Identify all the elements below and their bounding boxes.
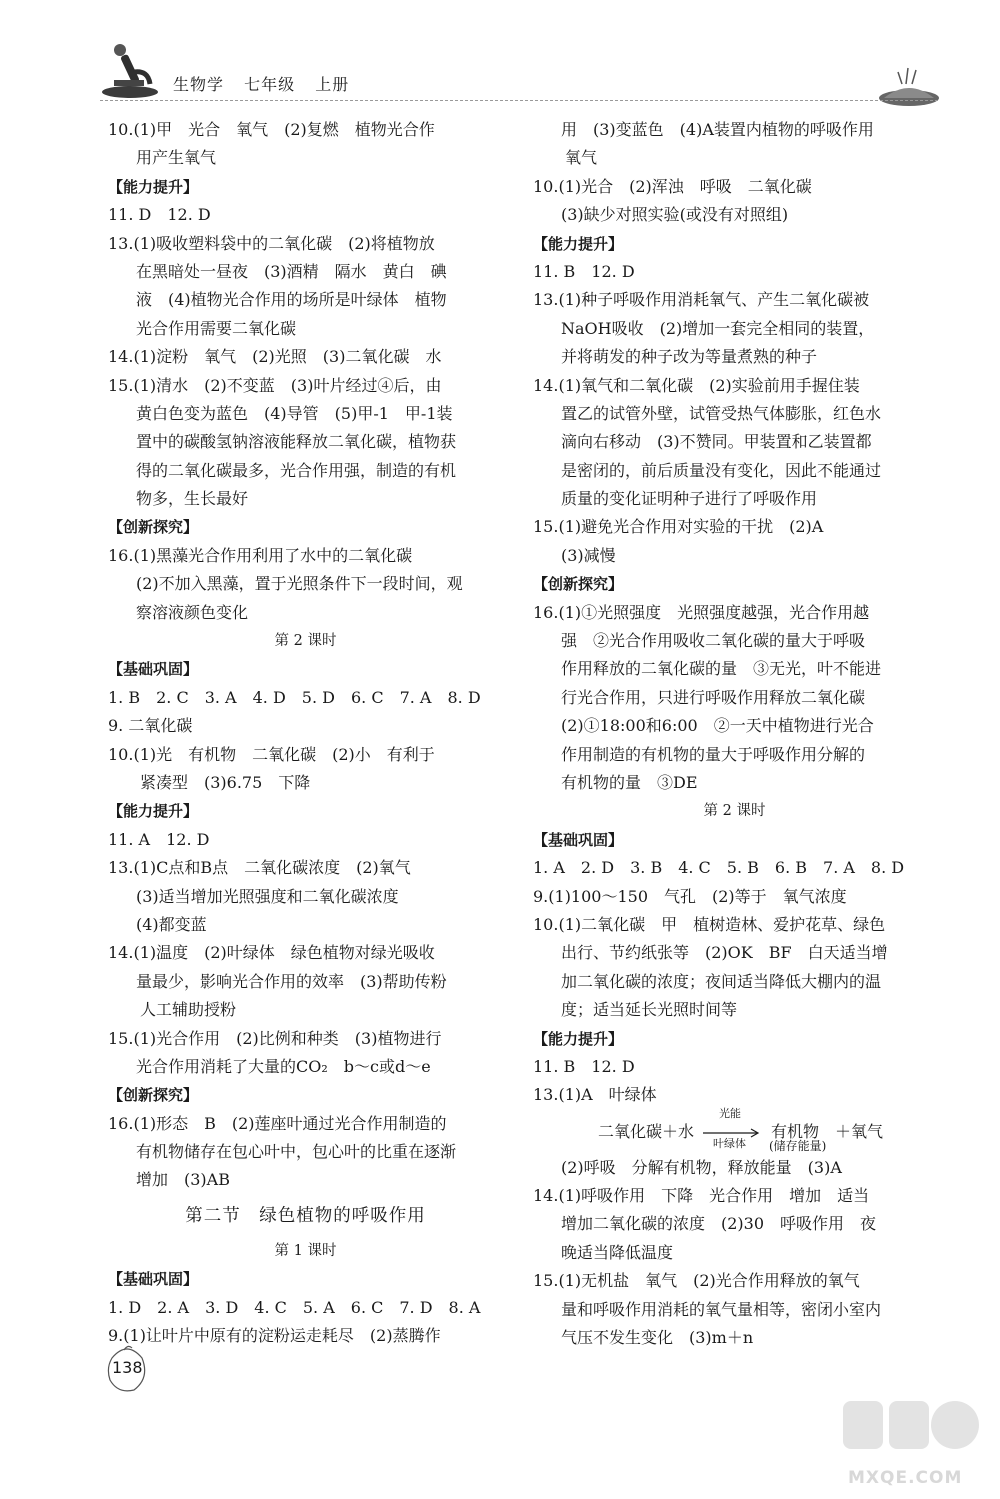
answer-line: 11. D 12. D <box>108 205 211 225</box>
equation-products-note: (储存能量) <box>769 1138 827 1153</box>
answer-line: 行光合作用，只进行呼吸作用释放二氧化碳 <box>561 687 866 707</box>
answer-line: 16.(1)①光照强度 光照强度越强，光合作用越 <box>533 602 870 622</box>
answer-line: 13.(1)吸收塑料袋中的二氧化碳 (2)将植物放 <box>108 233 435 253</box>
answer-line: 置乙的试管外壁，试管受热气体膨胀，红色水 <box>561 403 882 423</box>
answer-line: 15.(1)避免光合作用对实验的干扰 (2)A <box>533 517 824 537</box>
answer-line: 有机物的量 ③DE <box>561 772 698 792</box>
answer-line: 11. A 12. D <box>108 829 210 849</box>
section-heading: 【创新探究】 <box>533 575 624 594</box>
answer-line: 液 (4)植物光合作用的场所是叶绿体 植物 <box>136 290 447 310</box>
answer-line: 作用制造的有机物的量大于呼吸作用分解的 <box>561 744 866 764</box>
answer-line: 气压不发生变化 (3)m＋n <box>561 1328 754 1348</box>
answer-line: 15.(1)无机盐 氧气 (2)光合作用释放的氧气 <box>533 1271 860 1291</box>
page-number: 138 <box>112 1358 143 1377</box>
answer-line: 有机物储存在包心叶中，包心叶的比重在逐渐 <box>136 1142 457 1162</box>
answer-line: 13.(1)A 叶绿体 <box>533 1085 657 1105</box>
answer-line: (2)呼吸 分解有机物，释放能量 (3)A <box>561 1157 842 1177</box>
answer-line: 加二氧化碳的浓度；夜间适当降低大棚内的温 <box>561 971 882 991</box>
answer-line: 度；适当延长光照时间等 <box>561 1000 738 1020</box>
answer-line: (2)①18:00和6:00 ②一天中植物进行光合 <box>561 716 874 736</box>
answer-line: 滴向右移动 (3)不赞同。甲装置和乙装置都 <box>561 432 872 452</box>
answer-line: 11. B 12. D <box>533 1056 635 1076</box>
answer-line: 1. D 2. A 3. D 4. C 5. A 6. C 7. D 8. A <box>108 1297 481 1317</box>
chapter-section-title: 第二节 绿色植物的呼吸作用 <box>185 1205 426 1226</box>
answer-line: 人工辅助授粉 <box>140 1000 237 1020</box>
answer-line: (2)不加入黑藻，置于光照条件下一段时间，观 <box>136 574 463 594</box>
answer-line: 11. B 12. D <box>533 261 635 281</box>
answer-line: 光合作用需要二氧化碳 <box>136 318 297 338</box>
answer-line: 并将萌发的种子改为等量煮熟的种子 <box>561 347 818 367</box>
answer-line: 量最少，影响光合作用的效率 (3)帮助传粉 <box>136 971 447 991</box>
answer-line: 1. B 2. C 3. A 4. D 5. D 6. C 7. A 8. D <box>108 687 481 707</box>
answer-line: NaOH吸收 (2)增加一套完全相同的装置， <box>561 318 875 338</box>
section-heading: 【创新探究】 <box>108 518 199 537</box>
equation-condition-chloroplast: 叶绿体 <box>713 1136 746 1150</box>
watermark-text: MXQE.COM <box>848 1468 963 1488</box>
answer-line: 物多，生长最好 <box>136 489 249 509</box>
answer-line: 察溶液颜色变化 <box>136 602 249 622</box>
lesson-heading: 第 2 课时 <box>274 633 337 650</box>
volume-label: 上册 <box>315 75 350 94</box>
answer-line: 10.(1)甲 光合 氧气 (2)复燃 植物光合作 <box>108 120 435 139</box>
answer-line: (4)都变蓝 <box>136 914 207 934</box>
page-header <box>0 0 1000 110</box>
answer-line: (3)减慢 <box>561 545 616 565</box>
answer-line: 氧气 <box>565 148 598 168</box>
answer-line: 用 (3)变蓝色 (4)A装置内植物的呼吸作用 <box>561 120 874 139</box>
answer-line: 10.(1)二氧化碳 甲 植树造林、爱护花草、绿色 <box>533 914 886 934</box>
answer-line: 13.(1)种子呼吸作用消耗氧气、产生二氧化碳被 <box>533 290 870 310</box>
answer-line: 出行、节约纸张等 (2)OK BF 白天适当增 <box>561 943 888 963</box>
answer-line: 作用释放的二氧化碳的量 ③无光，叶不能进 <box>561 659 882 679</box>
equation-condition-light: 光能 <box>719 1106 741 1120</box>
section-heading: 【基础巩固】 <box>108 1270 199 1289</box>
answer-line: (3)缺少对照实验(或没有对照组) <box>561 205 789 225</box>
left-column <box>108 116 503 1350</box>
right-column-top <box>533 116 936 1110</box>
answer-line: 1. A 2. D 3. B 4. C 5. B 6. B 7. A 8. D <box>533 858 905 878</box>
microscope-icon <box>100 42 160 100</box>
answer-line: 强 ②光合作用吸收二氧化碳的量大于呼吸 <box>561 631 866 651</box>
answer-line: 14.(1)呼吸作用 下降 光合作用 增加 适当 <box>533 1186 870 1206</box>
answer-line: 14.(1)温度 (2)叶绿体 绿色植物对绿光吸收 <box>108 943 435 963</box>
answer-line: 14.(1)氧气和二氧化碳 (2)实验前用手握住装 <box>533 375 860 395</box>
answer-line: 用产生氧气 <box>136 148 217 168</box>
answer-line: 置中的碳酸氢钠溶液能释放二氧化碳，植物获 <box>136 432 457 452</box>
answer-line: 增加二氧化碳的浓度 (2)30 呼吸作用 夜 <box>561 1214 877 1234</box>
answer-line: 黄白色变为蓝色 (4)导管 (5)甲-1 甲-1装 <box>136 403 453 423</box>
answer-line: 9.(1)100～150 气孔 (2)等于 氧气浓度 <box>533 886 847 906</box>
answer-line: 13.(1)C点和B点 二氧化碳浓度 (2)氧气 <box>108 858 411 878</box>
answer-line: 是密闭的，前后质量没有变化，因此不能通过 <box>561 460 882 480</box>
answer-line: 在黑暗处一昼夜 (3)酒精 隔水 黄白 碘 <box>136 261 447 281</box>
answer-line: 15.(1)光合作用 (2)比例和种类 (3)植物进行 <box>108 1028 442 1048</box>
section-heading: 【能力提升】 <box>533 1029 624 1048</box>
lesson-heading: 第 1 课时 <box>274 1242 337 1259</box>
section-heading: 【能力提升】 <box>108 177 199 196</box>
answer-line: 15.(1)清水 (2)不变蓝 (3)叶片经过④后，由 <box>108 375 442 395</box>
answer-line: 14.(1)淀粉 氧气 (2)光照 (3)二氧化碳 水 <box>108 347 442 367</box>
answer-line: 质量的变化证明种子进行了呼吸作用 <box>561 489 818 509</box>
header-title <box>173 72 363 95</box>
right-column <box>533 116 936 1352</box>
answer-line: 光合作用消耗了大量的CO₂ b～c或d～e <box>136 1056 431 1076</box>
answer-line: 得的二氧化碳最多，光合作用强，制造的有机 <box>136 460 457 480</box>
lesson-heading: 第 2 课时 <box>703 803 766 820</box>
section-heading: 【基础巩固】 <box>533 830 624 849</box>
photosynthesis-equation <box>533 1106 936 1154</box>
answer-line: 16.(1)形态 B (2)莲座叶通过光合作用制造的 <box>108 1113 447 1133</box>
answer-line: 10.(1)光合 (2)浑浊 呼吸 二氧化碳 <box>533 176 812 196</box>
section-heading: 【能力提升】 <box>533 234 624 253</box>
header-divider <box>100 100 938 101</box>
equation-products: 有机物 ＋氧气 <box>771 1121 884 1141</box>
answer-line: 增加 (3)AB <box>136 1170 230 1190</box>
answer-line: 9. 二氧化碳 <box>108 716 193 736</box>
answer-line: 紧凑型 (3)6.75 下降 <box>140 772 311 792</box>
equation-reactants: 二氧化碳＋水 <box>598 1121 695 1141</box>
answer-line: (3)适当增加光照强度和二氧化碳浓度 <box>136 886 399 906</box>
section-heading: 【能力提升】 <box>108 802 199 821</box>
answer-line: 16.(1)黑藻光合作用利用了水中的二氧化碳 <box>108 545 413 565</box>
subject-label: 生物学 <box>173 75 225 94</box>
right-column-bottom <box>533 1154 936 1353</box>
section-heading: 【基础巩固】 <box>108 660 199 679</box>
grade-label: 七年级 <box>244 75 296 94</box>
section-heading: 【创新探究】 <box>108 1086 199 1105</box>
answer-line: 晚适当降低温度 <box>561 1242 674 1262</box>
answer-line: 10.(1)光 有机物 二氧化碳 (2)小 有利于 <box>108 744 435 764</box>
answer-line: 量和呼吸作用消耗的氧气量相等，密闭小室内 <box>561 1299 882 1319</box>
answer-line: 9.(1)让叶片中原有的淀粉运走耗尽 (2)蒸腾作 <box>108 1326 441 1346</box>
